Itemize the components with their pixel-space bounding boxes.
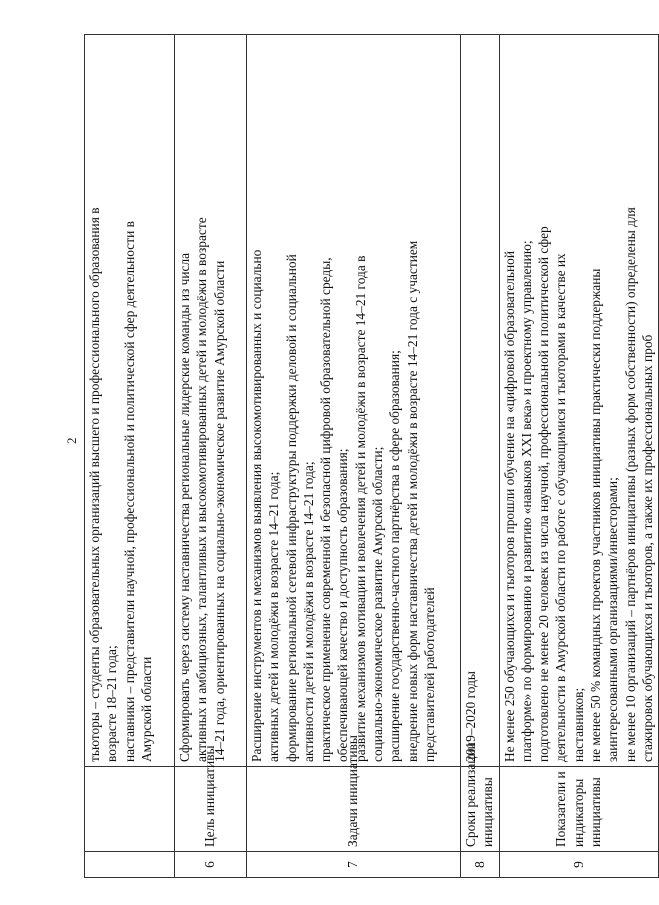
- content-line: представителей работодателей: [421, 587, 437, 762]
- content-line: 2019–2020 годы: [463, 671, 478, 762]
- row-number: 7: [247, 852, 461, 878]
- row-number: 9: [499, 852, 659, 878]
- content-line: практическое применение современной и безопасной цифровой образовательной среды,: [318, 257, 334, 762]
- heading-line: индикаторы: [570, 778, 586, 847]
- content-line: расширение государственно-частного партнёрства в сфере образования;: [387, 350, 403, 762]
- document-sheet: [84, 35, 655, 878]
- content-line: Сформировать через систему наставничества региональные лидерские команды из числа: [177, 252, 192, 762]
- content-line: подготовлено не менее 20 человек из числа научной, профессиональной и политической сфер: [536, 226, 552, 762]
- heading-line: Сроки реализации: [463, 742, 478, 847]
- content-line: социально-экономическое развитие Амурской области;: [370, 446, 386, 762]
- heading-line: инициативы: [588, 777, 604, 847]
- row-heading: [85, 767, 175, 852]
- content-line: формирование региональной сетевой инфраструктуры поддержки деловой и социальной: [283, 254, 299, 762]
- content-line: активных и амбициозных, талантливых и высокомотивированных детей и молодёжи в возрасте: [194, 217, 210, 762]
- content-line: обеспечивающей качество и доступность образования;: [335, 448, 351, 762]
- content-line: внедрение новых форм наставничества детей и молодёжи в возрасте 14–21 года с участием: [404, 240, 420, 762]
- content-line: деятельности в Амурской области по работе с обучающимися и тьюторами в качестве их: [553, 253, 569, 762]
- initiative-table: [84, 34, 659, 878]
- heading-line: Задачи инициативы: [345, 735, 361, 847]
- row-heading: [175, 745, 247, 852]
- heading-line: инициативы: [480, 777, 496, 847]
- row-content: [499, 35, 659, 767]
- content-line: активности детей и молодёжи в возрасте 14–21 года;: [300, 461, 316, 762]
- heading-line: Показатели и: [553, 771, 569, 847]
- row-heading: [499, 767, 659, 852]
- content-line: 14–21 года, ориентированных на социально-экономическое развитие Амурской области: [211, 260, 227, 762]
- row-heading: [461, 742, 500, 852]
- row-content: [247, 35, 461, 767]
- content-line: не менее 50 % командных проектов участников инициативы практически поддержаны: [588, 268, 604, 762]
- page-number: 2: [64, 437, 79, 444]
- content-line: Амурской области: [138, 656, 154, 762]
- row-heading: [247, 735, 461, 852]
- content-line: наставников;: [570, 687, 586, 762]
- content-line: Не менее 250 обучающихся и тьюторов прошли обучение на «цифровой образовательной: [501, 250, 517, 762]
- table-row: [175, 35, 247, 878]
- heading-line: Цель инициативы: [202, 745, 218, 847]
- content-line: тьюторы – студенты образовательных организаций высшего и профессионального образования в: [87, 207, 102, 762]
- row-number: [85, 852, 175, 878]
- content-line: возрасте 18–21 года;: [104, 645, 120, 762]
- content-line: стажировок обучающихся и тьюторов, а также их профессиональных проб: [639, 334, 655, 762]
- content-line: не менее 10 организаций – партнёров инициативы (разных форм собственности) определены для: [622, 207, 638, 762]
- table-row: [461, 35, 500, 878]
- content-line: Расширение инструментов и механизмов выявления высокомотивированных и социально: [249, 249, 264, 762]
- content-line: платформе» по формированию и развитию «навыков XXI века» и проектному управлению;: [518, 240, 534, 762]
- row-number: 6: [175, 852, 247, 878]
- row-content: [175, 35, 247, 767]
- table-row: [247, 35, 461, 878]
- row-number: 8: [461, 852, 500, 878]
- row-content: [85, 35, 175, 767]
- table-row: [499, 35, 659, 878]
- content-line: развитие механизмов мотивации и вовлечения детей и молодёжи в возрасте 14–21 года в: [352, 255, 368, 762]
- row-content: [461, 35, 500, 767]
- content-line: наставники – представители научной, профессиональной и политической сфер деятельности в: [121, 221, 137, 762]
- content-line: заинтересованными организациями/инвесторами;: [605, 477, 621, 762]
- table-row: [85, 35, 175, 878]
- content-line: активных детей и молодёжи в возрасте 14–21 года;: [266, 471, 282, 762]
